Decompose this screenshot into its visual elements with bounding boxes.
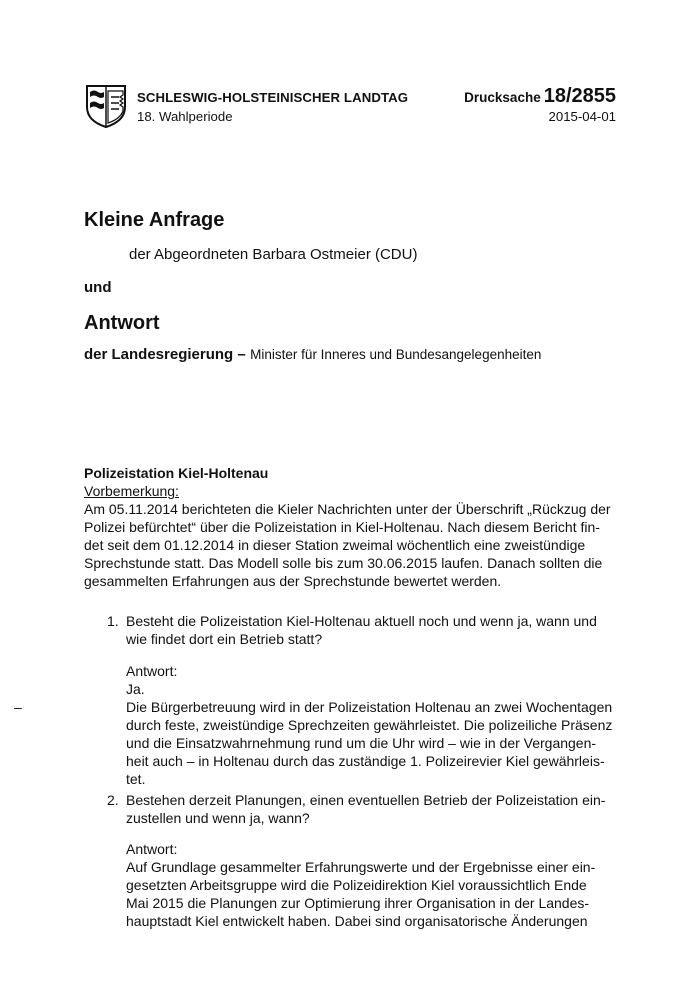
answer-line: hauptstadt Kiel entwickelt haben. Dabei sind organisatorische Änderungen <box>126 913 588 929</box>
und-label: und <box>84 279 112 296</box>
institution-name: SCHLESWIG-HOLSTEINISCHER LANDTAG <box>137 90 409 105</box>
legislative-period: 18. Wahlperiode <box>137 109 233 124</box>
question-1-number: 1. <box>107 613 119 629</box>
answer-line: gesetzten Arbeitsgruppe wird die Polizeidirektion Kiel voraussichtlich Ende <box>126 877 587 893</box>
paragraph-line: Sprechstunde statt. Das Modell solle bis zum 30.06.2015 laufen. Danach sollten die <box>84 555 603 571</box>
paragraph-line: gesammelten Erfahrungen aus der Sprechstunde bewertet werden. <box>84 573 502 589</box>
question-line: zustellen und wenn ja, wann? <box>126 810 310 826</box>
answer-2 <box>126 840 595 930</box>
paragraph-line: Am 05.11.2014 berichteten die Kieler Nachrichten unter der Überschrift „Rückzug der <box>84 501 611 517</box>
answer-1 <box>126 662 612 788</box>
answer-line: Mai 2015 die Planungen zur Optimierung ihrer Organisation in der Landes- <box>126 895 590 911</box>
question-line: Besteht die Polizeistation Kiel-Holtenau aktuell noch und wenn ja, wann und <box>126 613 597 629</box>
question-line: Bestehen derzeit Planungen, einen eventuellen Betrieb der Polizeistation ein- <box>126 792 606 808</box>
kleine-anfrage-heading: Kleine Anfrage <box>84 209 225 231</box>
answer-label: Antwort: <box>126 663 178 679</box>
document-reference <box>464 85 616 108</box>
author-line: der Abgeordneten Barbara Ostmeier (CDU) <box>129 246 418 263</box>
vorbemerkung-label: Vorbemerkung: <box>84 483 179 499</box>
margin-mark: – <box>14 699 22 715</box>
question-1-text <box>126 612 597 648</box>
answer-line: Die Bürgerbetreuung wird in der Polizeistation Holtenau an zwei Wochentagen <box>126 699 613 715</box>
answer-label: Antwort: <box>126 841 178 857</box>
document-date: 2015-04-01 <box>548 109 616 124</box>
document-number: 18/2855 <box>543 85 616 107</box>
document-label: Drucksache <box>464 90 541 105</box>
answer-line: tet. <box>126 771 146 787</box>
question-line: wie findet dort ein Betrieb statt? <box>126 631 323 647</box>
government-label: der Landesregierung – <box>84 346 246 363</box>
answer-line: durch feste, zweistündige Sprechzeiten gewährleistet. Die polizeiliche Präsenz <box>126 717 613 733</box>
answer-line: Ja. <box>126 681 145 697</box>
answer-line: Auf Grundlage gesammelter Erfahrungswerte und der Ergebnisse einer ein- <box>126 859 596 875</box>
minister-label: Minister für Inneres und Bundesangelegenheiten <box>250 347 542 362</box>
question-2-number: 2. <box>107 792 119 808</box>
vorbemerkung-paragraph <box>84 500 624 590</box>
antwort-heading: Antwort <box>84 312 160 334</box>
paragraph-line: det seit dem 01.12.2014 in dieser Station zweimal wöchentlich eine zweistündige <box>84 537 586 553</box>
schleswig-holstein-crest-icon <box>84 83 128 129</box>
paragraph-line: Polizei befürchtet“ über die Polizeistation in Kiel-Holtenau. Nach diesem Bericht fin- <box>84 519 600 535</box>
section-heading: Polizeistation Kiel-Holtenau <box>84 465 269 481</box>
answer-line: heit auch – in Holtenau durch das zuständige 1. Polizeirevier Kiel gewährleis- <box>126 753 605 769</box>
government-line <box>84 346 541 364</box>
answer-line: und die Einsatzwahrnehmung rund um die Uhr wird – wie in der Vergangen- <box>126 735 597 751</box>
question-2-text <box>126 791 605 827</box>
